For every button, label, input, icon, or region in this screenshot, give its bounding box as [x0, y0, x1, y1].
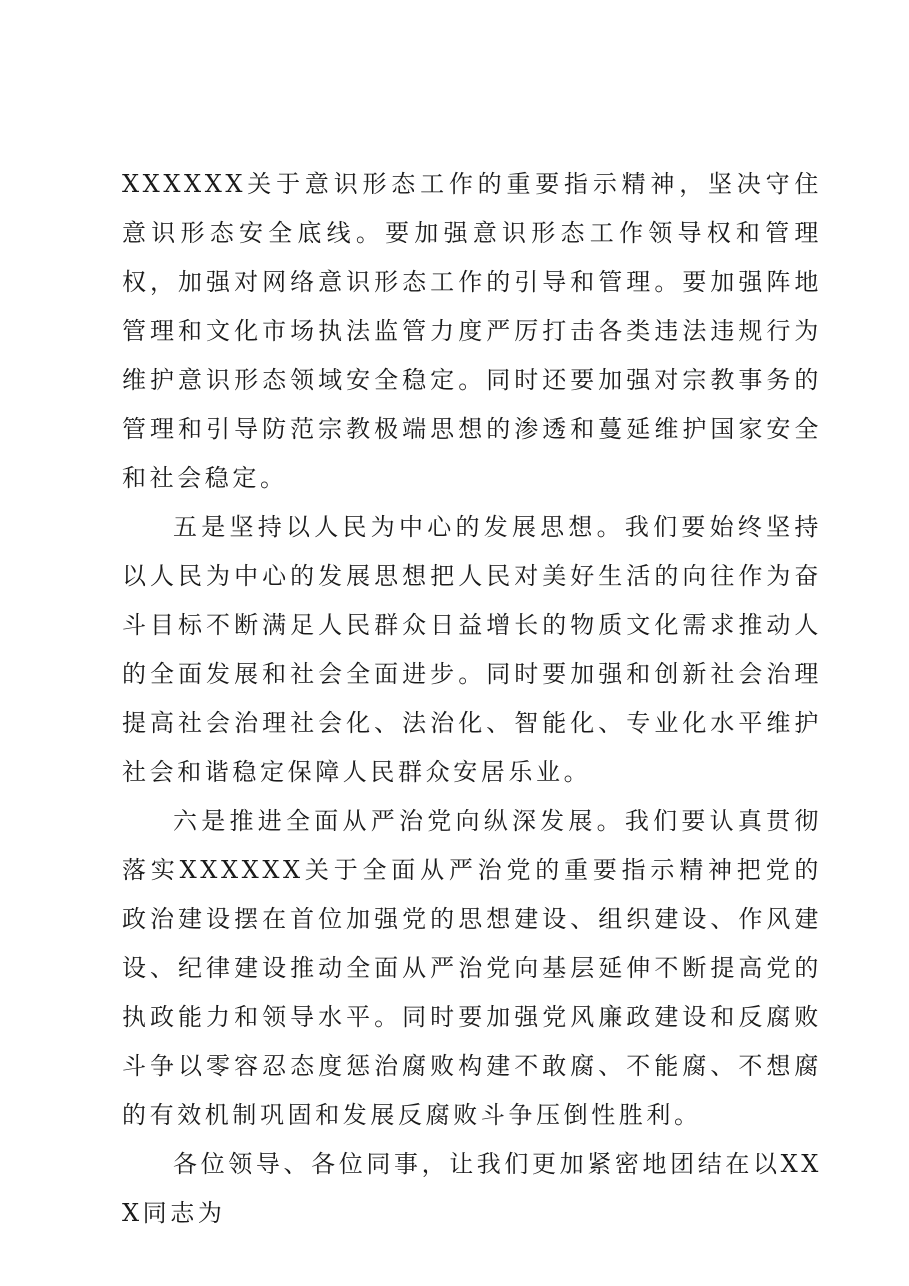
paragraph-people-centered: 五是坚持以人民为中心的发展思想。我们要始终坚持以人民为中心的发展思想把人民对美好生活的向往作为奋斗目标不断满足人民群众日益增长的物质文化需求推动人的全面发展和社会全面进步。同时要加强和创新社会治理提高社会治理社会化、法治化、智能化、专业化水平维护社会和谐稳定保障人民群众安居乐业。 — [122, 513, 822, 786]
paragraph-closing: 各位领导、各位同事，让我们更加紧密地团结在以XXX同志为 — [122, 1150, 822, 1227]
document-body — [122, 160, 822, 1238]
paragraph-ideology-work: XXXXXX关于意识形态工作的重要指示精神，坚决守住意识形态安全底线。要加强意识形态工作领导权和管理权，加强对网络意识形态工作的引导和管理。要加强阵地管理和文化市场执法监管力度严厉打击各类违法违规行为维护意识形态领域安全稳定。同时还要加强对宗教事务的管理和引导防范宗教极端思想的渗透和蔓延维护国家安全和社会稳定。 — [122, 170, 822, 492]
paragraph-party-discipline: 六是推进全面从严治党向纵深发展。我们要认真贯彻落实XXXXXX关于全面从严治党的重要指示精神把党的政治建设摆在首位加强党的思想建设、组织建设、作风建设、纪律建设推动全面从严治党向基层延伸不断提高党的执政能力和领导水平。同时要加强党风廉政建设和反腐败斗争以零容忍态度惩治腐败构建不敢腐、不能腐、不想腐的有效机制巩固和发展反腐败斗争压倒性胜利。 — [122, 807, 822, 1129]
